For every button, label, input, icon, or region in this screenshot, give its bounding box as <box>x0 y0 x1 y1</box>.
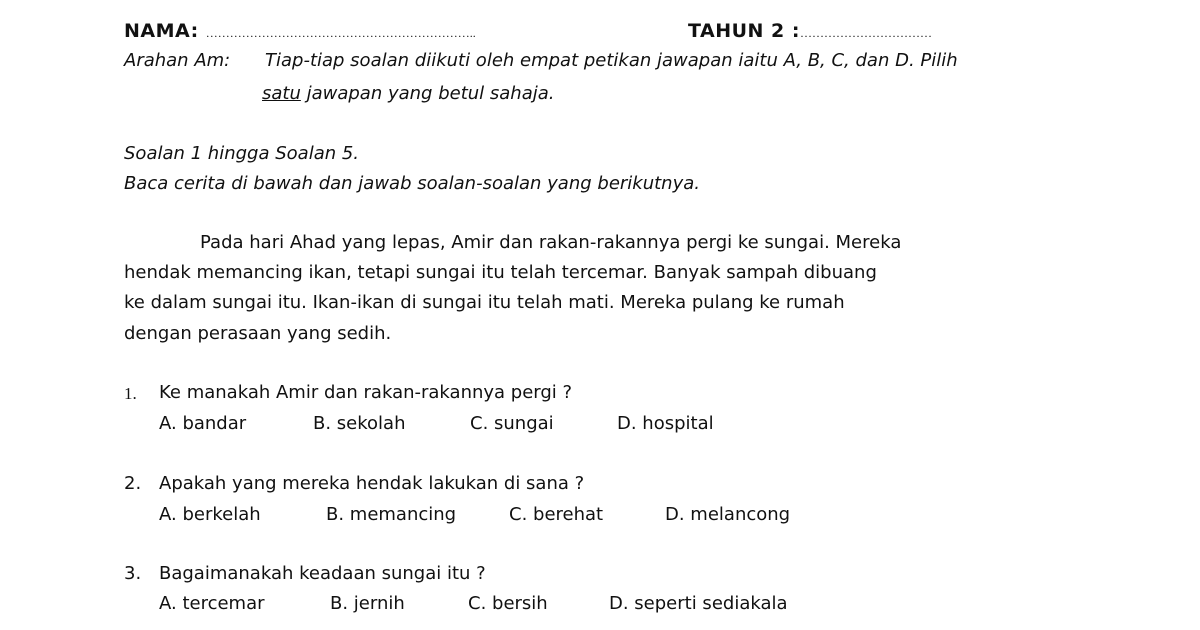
question-1-option-d[interactable]: D. hospital <box>617 413 714 434</box>
question-2-option-d[interactable]: D. melancong <box>665 504 791 525</box>
question-3-option-a[interactable]: A. tercemar <box>159 593 265 614</box>
question-1-option-c[interactable]: C. sungai <box>470 413 554 434</box>
question-1-option-b[interactable]: B. sekolah <box>313 413 406 434</box>
section-range: Soalan 1 hingga Soalan 5. <box>124 143 360 164</box>
instructions-label: Arahan Am: <box>124 50 231 71</box>
question-1-number: 1. <box>124 384 137 403</box>
question-3-option-b[interactable]: B. jernih <box>330 593 405 614</box>
year-label: TAHUN 2 : <box>688 20 800 42</box>
passage-line-1: Pada hari Ahad yang lepas, Amir dan rakan-rakannya pergi ke sungai. Mereka <box>200 232 902 253</box>
name-row <box>124 20 476 42</box>
question-2-text: Apakah yang mereka hendak lakukan di sana ? <box>159 473 585 494</box>
question-3-option-d[interactable]: D. seperti sediakala <box>609 593 788 614</box>
passage-line-3: ke dalam sungai itu. Ikan-ikan di sungai itu telah mati. Mereka pulang ke rumah <box>124 292 845 313</box>
instructions-line-1: Tiap-tiap soalan diikuti oleh empat petikan jawapan iaitu A, B, C, dan D. Pilih <box>265 50 958 71</box>
question-2-option-c[interactable]: C. berehat <box>509 504 604 525</box>
instructions-line-2-rest: jawapan yang betul sahaja. <box>300 83 555 104</box>
name-label: NAMA: <box>124 20 199 42</box>
instructions-emphasis: satu <box>262 83 301 104</box>
section-directive: Baca cerita di bawah dan jawab soalan-soalan yang berikutnya. <box>124 173 700 194</box>
question-2-option-b[interactable]: B. memancing <box>326 504 457 525</box>
question-3-number: 3. <box>124 563 142 584</box>
passage-line-2: hendak memancing ikan, tetapi sungai itu telah tercemar. Banyak sampah dibuang <box>124 262 877 283</box>
passage-line-4: dengan perasaan yang sedih. <box>124 323 392 344</box>
year-blank[interactable]: …………………………… <box>799 26 932 40</box>
question-3-option-c[interactable]: C. bersih <box>468 593 548 614</box>
year-row <box>688 20 932 42</box>
question-1-text: Ke manakah Amir dan rakan-rakannya pergi ? <box>159 382 573 403</box>
question-3-text: Bagaimanakah keadaan sungai itu ? <box>159 563 486 584</box>
question-2-number: 2. <box>124 473 142 494</box>
instructions-line-2 <box>262 83 555 104</box>
question-2-option-a[interactable]: A. berkelah <box>159 504 261 525</box>
name-blank[interactable]: ………………………………………………………….. <box>205 26 476 40</box>
question-1-option-a[interactable]: A. bandar <box>159 413 247 434</box>
